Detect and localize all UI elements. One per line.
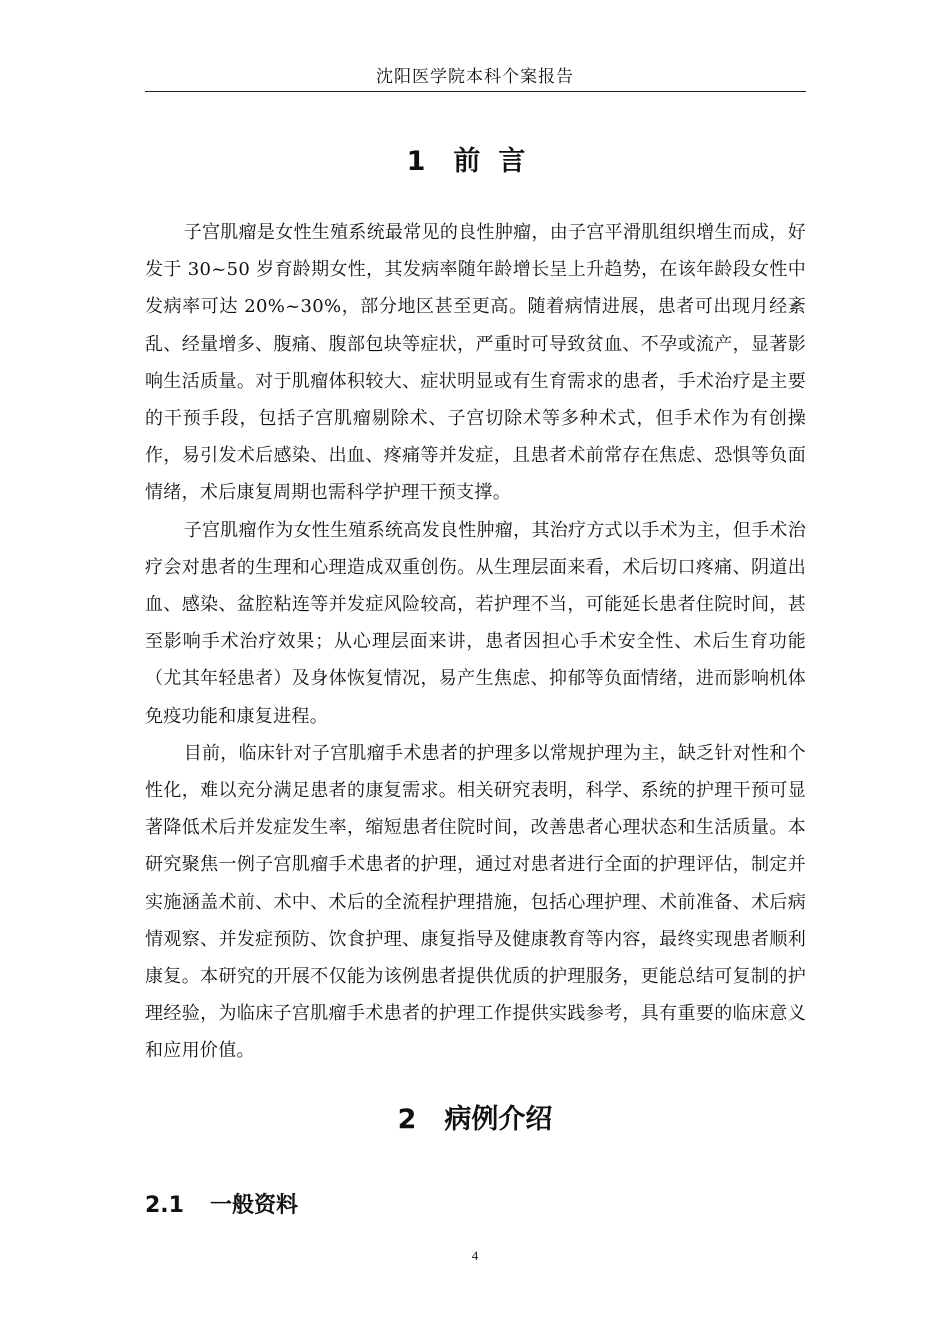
chapter-2-title: 病例介绍	[444, 1104, 553, 1135]
section-title: 一般资料	[209, 1193, 298, 1218]
chapter-1-title: 前言	[453, 146, 544, 177]
chapter-1-heading	[145, 142, 805, 182]
chapter-1-number: 1	[406, 146, 426, 177]
page-number: 4	[471, 1248, 479, 1263]
running-header: 沈阳医学院本科个案报告	[376, 67, 574, 87]
section-number: 2.1	[145, 1193, 184, 1218]
paragraph-3: 目前，临床针对子宫肌瘤手术患者的护理多以常规护理为主，缺乏针对性和个性化，难以充分满足患者的康复需求。相关研究表明，科学、系统的护理干预可显著降低术后并发症发生率，缩短患者住院时间，改善患者心理状态和生活质量。本研究聚焦一例子宫肌瘤手术患者的护理，通过对患者进行全面的护理评估，制定并实施涵盖术前、术中、术后的全流程护理措施，包括心理护理、术前准备、术后病情观察、并发症预防、饮食护理、康复指导及健康教育等内容，最终实现患者顺利康复。本研究的开展不仅能为该例患者提供优质的护理服务，更能总结可复制的护理经验，为临床子宫肌瘤手术患者的护理工作提供实践参考，具有重要的临床意义和应用价值。	[145, 742, 806, 1062]
chapter-2-number: 2	[397, 1104, 417, 1135]
body-text	[145, 214, 806, 1070]
section-2-1-heading	[145, 1188, 298, 1224]
header-rule	[145, 91, 806, 92]
chapter-2-heading	[145, 1100, 805, 1140]
paragraph-2: 子宫肌瘤作为女性生殖系统高发良性肿瘤，其治疗方式以手术为主，但手术治疗会对患者的生理和心理造成双重创伤。从生理层面来看，术后切口疼痛、阴道出血、感染、盆腔粘连等并发症风险较高，若护理不当，可能延长患者住院时间，甚至影响手术治疗效果；从心理层面来讲，患者因担心手术安全性、术后生育功能（尤其年轻患者）及身体恢复情况，易产生焦虑、抑郁等负面情绪，进而影响机体免疫功能和康复进程。	[145, 519, 806, 727]
paragraph-1: 子宫肌瘤是女性生殖系统最常见的良性肿瘤，由子宫平滑肌组织增生而成，好发于 30~50 岁育龄期女性，其发病率随年龄增长呈上升趋势，在该年龄段女性中发病率可达 20%~30%，部分地区甚至更高。随着病情进展，患者可出现月经紊乱、经量增多、腹痛、腹部包块等症状，严重时可导致贫血、不孕或流产，显著影响生活质量。对于肌瘤体积较大、症状明显或有生育需求的患者，手术治疗是主要的干预手段，包括子宫肌瘤剔除术、子宫切除术等多种术式，但手术作为有创操作，易引发术后感染、出血、疼痛等并发症，且患者术前常存在焦虑、恐惧等负面情绪，术后康复周期也需科学护理干预支撑。	[145, 222, 806, 504]
